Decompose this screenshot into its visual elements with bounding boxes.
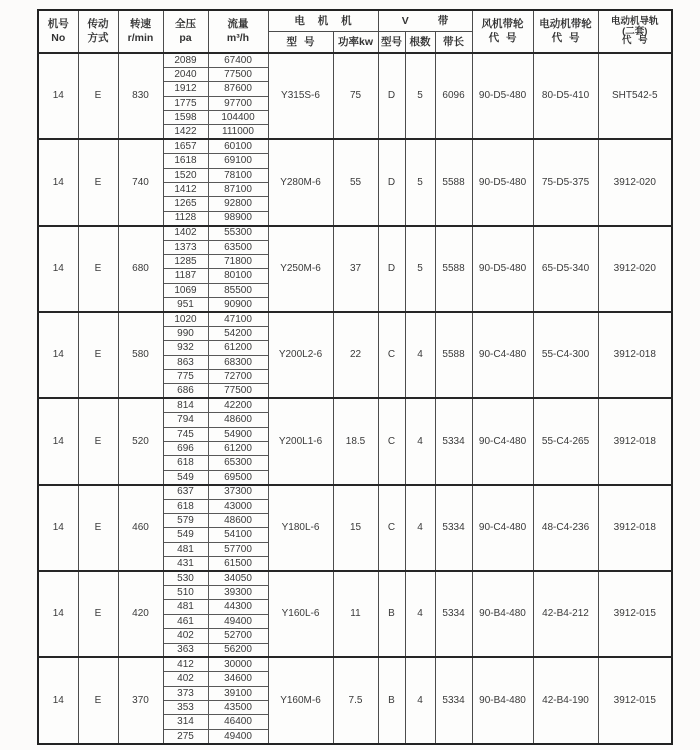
cell-flow: 71800 xyxy=(208,254,268,268)
header-fan-pulley-line2: 代 号 xyxy=(488,31,517,44)
header-motor-pulley-line1: 电动机带轮 xyxy=(539,18,592,31)
cell-fan-pulley: 90-B4-480 xyxy=(472,657,533,743)
header-drive-line2: 方式 xyxy=(87,31,109,44)
header-vbelt-group: V 带 xyxy=(378,10,472,32)
cell-speed: 580 xyxy=(118,312,163,398)
cell-flow: 63500 xyxy=(208,240,268,254)
header-pressure xyxy=(163,10,208,53)
table-row xyxy=(38,312,672,326)
cell-motor-pulley: 48-C4-236 xyxy=(533,485,598,571)
cell-pressure: 637 xyxy=(163,485,208,499)
cell-motor-model: Y280M-6 xyxy=(268,139,333,225)
cell-motor-power: 7.5 xyxy=(333,657,378,743)
header-flow-line2: m³/h xyxy=(226,31,250,44)
cell-drive: E xyxy=(78,571,118,657)
cell-drive: E xyxy=(78,398,118,484)
cell-pressure: 2089 xyxy=(163,53,208,67)
cell-flow: 104400 xyxy=(208,111,268,125)
cell-belt-length: 6096 xyxy=(435,53,472,139)
cell-flow: 78100 xyxy=(208,168,268,182)
header-belt-count: 根数 xyxy=(405,32,435,54)
cell-pressure: 932 xyxy=(163,341,208,355)
cell-rail: 3912-018 xyxy=(598,312,672,398)
cell-fan-pulley: 90-D5-480 xyxy=(472,226,533,312)
cell-machine-no: 14 xyxy=(38,139,78,225)
cell-belt-type: B xyxy=(378,571,405,657)
cell-flow: 44300 xyxy=(208,600,268,614)
cell-flow: 57700 xyxy=(208,542,268,556)
header-machine-no xyxy=(38,10,78,53)
cell-flow: 30000 xyxy=(208,657,268,671)
cell-pressure: 814 xyxy=(163,398,208,412)
cell-motor-model: Y250M-6 xyxy=(268,226,333,312)
cell-belt-type: D xyxy=(378,226,405,312)
cell-speed: 740 xyxy=(118,139,163,225)
cell-flow: 68300 xyxy=(208,355,268,369)
header-rail-line2: (二套) xyxy=(622,25,648,37)
cell-speed: 520 xyxy=(118,398,163,484)
cell-machine-no: 14 xyxy=(38,571,78,657)
cell-belt-length: 5334 xyxy=(435,571,472,657)
header-motor-pulley-line2: 代 号 xyxy=(551,31,580,44)
cell-pressure: 1265 xyxy=(163,197,208,211)
cell-flow: 43500 xyxy=(208,701,268,715)
cell-motor-model: Y315S-6 xyxy=(268,53,333,139)
cell-pressure: 951 xyxy=(163,298,208,312)
table-header xyxy=(38,10,672,53)
cell-flow: 43000 xyxy=(208,499,268,513)
cell-pressure: 461 xyxy=(163,614,208,628)
cell-flow: 97700 xyxy=(208,96,268,110)
cell-pressure: 510 xyxy=(163,585,208,599)
cell-flow: 85500 xyxy=(208,283,268,297)
cell-flow: 42200 xyxy=(208,398,268,412)
cell-fan-pulley: 90-D5-480 xyxy=(472,139,533,225)
cell-flow: 48600 xyxy=(208,514,268,528)
cell-speed: 830 xyxy=(118,53,163,139)
cell-pressure: 1285 xyxy=(163,254,208,268)
cell-belt-count: 5 xyxy=(405,226,435,312)
cell-belt-type: D xyxy=(378,53,405,139)
cell-pressure: 481 xyxy=(163,600,208,614)
cell-machine-no: 14 xyxy=(38,226,78,312)
cell-belt-length: 5588 xyxy=(435,139,472,225)
cell-flow: 69100 xyxy=(208,154,268,168)
cell-belt-length: 5588 xyxy=(435,312,472,398)
cell-machine-no: 14 xyxy=(38,53,78,139)
cell-flow: 77500 xyxy=(208,384,268,398)
cell-belt-type: C xyxy=(378,312,405,398)
header-pressure-line2: pa xyxy=(179,31,192,44)
cell-pressure: 1187 xyxy=(163,269,208,283)
cell-pressure: 686 xyxy=(163,384,208,398)
cell-motor-model: Y160M-6 xyxy=(268,657,333,743)
cell-rail: 3912-018 xyxy=(598,485,672,571)
cell-flow: 52700 xyxy=(208,629,268,643)
cell-drive: E xyxy=(78,312,118,398)
cell-pressure: 431 xyxy=(163,557,208,571)
cell-belt-count: 4 xyxy=(405,485,435,571)
header-rail-line1: 电动机导轨 xyxy=(611,15,659,27)
cell-flow: 69500 xyxy=(208,470,268,484)
cell-motor-pulley: 42-B4-190 xyxy=(533,657,598,743)
cell-pressure: 1422 xyxy=(163,125,208,139)
cell-pressure: 530 xyxy=(163,571,208,585)
header-belt-length: 带长 xyxy=(435,32,472,54)
cell-flow: 87100 xyxy=(208,183,268,197)
cell-drive: E xyxy=(78,139,118,225)
header-machine-no-line2: No xyxy=(51,31,66,44)
cell-pressure: 314 xyxy=(163,715,208,729)
header-belt-model: 型号 xyxy=(378,32,405,54)
cell-machine-no: 14 xyxy=(38,657,78,743)
cell-pressure: 1128 xyxy=(163,211,208,225)
cell-motor-pulley: 65-D5-340 xyxy=(533,226,598,312)
cell-speed: 420 xyxy=(118,571,163,657)
cell-flow: 34050 xyxy=(208,571,268,585)
header-drive-line1: 传动 xyxy=(87,18,109,31)
cell-motor-power: 11 xyxy=(333,571,378,657)
cell-pressure: 1520 xyxy=(163,168,208,182)
cell-rail: 3912-020 xyxy=(598,226,672,312)
header-motor-power: 功率kw xyxy=(333,32,378,54)
cell-flow: 49400 xyxy=(208,614,268,628)
cell-motor-model: Y180L-6 xyxy=(268,485,333,571)
cell-rail: 3912-015 xyxy=(598,657,672,743)
cell-flow: 34600 xyxy=(208,672,268,686)
cell-belt-count: 4 xyxy=(405,657,435,743)
cell-machine-no: 14 xyxy=(38,485,78,571)
header-flow-line1: 流量 xyxy=(227,18,249,31)
cell-pressure: 1373 xyxy=(163,240,208,254)
header-speed-line2: r/min xyxy=(127,31,154,44)
cell-flow: 54900 xyxy=(208,427,268,441)
cell-belt-length: 5334 xyxy=(435,657,472,743)
header-fan-pulley-line1: 风机带轮 xyxy=(481,18,524,31)
cell-machine-no: 14 xyxy=(38,312,78,398)
cell-belt-count: 4 xyxy=(405,571,435,657)
cell-motor-power: 22 xyxy=(333,312,378,398)
cell-pressure: 775 xyxy=(163,370,208,384)
cell-flow: 54200 xyxy=(208,326,268,340)
cell-flow: 65300 xyxy=(208,456,268,470)
cell-motor-model: Y200L1-6 xyxy=(268,398,333,484)
cell-flow: 56200 xyxy=(208,643,268,657)
header-rail-line3: 代 号 xyxy=(621,35,648,47)
cell-flow: 111000 xyxy=(208,125,268,139)
table-row xyxy=(38,139,672,153)
cell-belt-type: B xyxy=(378,657,405,743)
cell-motor-pulley: 80-D5-410 xyxy=(533,53,598,139)
table-row xyxy=(38,53,672,67)
header-drive xyxy=(78,10,118,53)
cell-rail: 3912-018 xyxy=(598,398,672,484)
cell-flow: 49400 xyxy=(208,729,268,743)
cell-fan-pulley: 90-D5-480 xyxy=(472,53,533,139)
cell-flow: 77500 xyxy=(208,67,268,81)
cell-flow: 48600 xyxy=(208,413,268,427)
cell-flow: 98900 xyxy=(208,211,268,225)
cell-flow: 67400 xyxy=(208,53,268,67)
cell-pressure: 1069 xyxy=(163,283,208,297)
cell-pressure: 1598 xyxy=(163,111,208,125)
cell-pressure: 2040 xyxy=(163,67,208,81)
cell-pressure: 745 xyxy=(163,427,208,441)
cell-motor-power: 55 xyxy=(333,139,378,225)
cell-pressure: 1402 xyxy=(163,226,208,240)
cell-fan-pulley: 90-C4-480 xyxy=(472,312,533,398)
cell-motor-power: 18.5 xyxy=(333,398,378,484)
cell-pressure: 402 xyxy=(163,629,208,643)
cell-flow: 54100 xyxy=(208,528,268,542)
cell-speed: 370 xyxy=(118,657,163,743)
cell-motor-model: Y200L2-6 xyxy=(268,312,333,398)
table-row xyxy=(38,485,672,499)
cell-pressure: 579 xyxy=(163,514,208,528)
cell-pressure: 549 xyxy=(163,528,208,542)
header-flow xyxy=(208,10,268,53)
cell-drive: E xyxy=(78,53,118,139)
table-row xyxy=(38,398,672,412)
cell-pressure: 1618 xyxy=(163,154,208,168)
cell-pressure: 363 xyxy=(163,643,208,657)
cell-pressure: 549 xyxy=(163,470,208,484)
table-row xyxy=(38,571,672,585)
cell-flow: 87600 xyxy=(208,82,268,96)
cell-flow: 80100 xyxy=(208,269,268,283)
table-row xyxy=(38,657,672,671)
cell-flow: 61200 xyxy=(208,341,268,355)
cell-belt-length: 5334 xyxy=(435,485,472,571)
cell-belt-type: C xyxy=(378,398,405,484)
cell-flow: 92800 xyxy=(208,197,268,211)
cell-flow: 61200 xyxy=(208,442,268,456)
cell-belt-count: 4 xyxy=(405,398,435,484)
cell-motor-power: 15 xyxy=(333,485,378,571)
cell-belt-length: 5334 xyxy=(435,398,472,484)
cell-rail: SHT542-5 xyxy=(598,53,672,139)
cell-flow: 72700 xyxy=(208,370,268,384)
cell-pressure: 794 xyxy=(163,413,208,427)
cell-pressure: 373 xyxy=(163,686,208,700)
cell-belt-count: 4 xyxy=(405,312,435,398)
cell-pressure: 1020 xyxy=(163,312,208,326)
cell-flow: 39100 xyxy=(208,686,268,700)
cell-motor-pulley: 55-C4-300 xyxy=(533,312,598,398)
cell-flow: 61500 xyxy=(208,557,268,571)
cell-pressure: 412 xyxy=(163,657,208,671)
table-row xyxy=(38,226,672,240)
cell-motor-power: 37 xyxy=(333,226,378,312)
cell-flow: 55300 xyxy=(208,226,268,240)
header-pressure-line1: 全压 xyxy=(175,18,196,31)
cell-flow: 39300 xyxy=(208,585,268,599)
cell-pressure: 696 xyxy=(163,442,208,456)
cell-motor-pulley: 75-D5-375 xyxy=(533,139,598,225)
fan-spec-table xyxy=(37,9,673,745)
cell-drive: E xyxy=(78,226,118,312)
cell-pressure: 1412 xyxy=(163,183,208,197)
cell-drive: E xyxy=(78,657,118,743)
cell-rail: 3912-020 xyxy=(598,139,672,225)
cell-pressure: 275 xyxy=(163,729,208,743)
cell-speed: 680 xyxy=(118,226,163,312)
cell-drive: E xyxy=(78,485,118,571)
cell-flow: 47100 xyxy=(208,312,268,326)
header-motor-model: 型 号 xyxy=(268,32,333,54)
cell-motor-model: Y160L-6 xyxy=(268,571,333,657)
cell-flow: 37300 xyxy=(208,485,268,499)
cell-flow: 60100 xyxy=(208,139,268,153)
cell-pressure: 353 xyxy=(163,701,208,715)
header-machine-no-line1: 机号 xyxy=(47,18,69,31)
cell-flow: 46400 xyxy=(208,715,268,729)
header-rail xyxy=(598,10,672,53)
cell-pressure: 1775 xyxy=(163,96,208,110)
cell-belt-type: D xyxy=(378,139,405,225)
cell-pressure: 863 xyxy=(163,355,208,369)
cell-pressure: 618 xyxy=(163,499,208,513)
cell-belt-count: 5 xyxy=(405,139,435,225)
cell-pressure: 481 xyxy=(163,542,208,556)
header-fan-pulley xyxy=(472,10,533,53)
cell-fan-pulley: 90-C4-480 xyxy=(472,485,533,571)
cell-belt-type: C xyxy=(378,485,405,571)
cell-flow: 90900 xyxy=(208,298,268,312)
header-motor-group: 电 机 机 xyxy=(268,10,378,32)
cell-motor-pulley: 42-B4-212 xyxy=(533,571,598,657)
cell-pressure: 990 xyxy=(163,326,208,340)
cell-belt-count: 5 xyxy=(405,53,435,139)
cell-machine-no: 14 xyxy=(38,398,78,484)
cell-pressure: 618 xyxy=(163,456,208,470)
cell-pressure: 1912 xyxy=(163,82,208,96)
cell-rail: 3912-015 xyxy=(598,571,672,657)
table-body xyxy=(38,53,672,744)
cell-pressure: 1657 xyxy=(163,139,208,153)
cell-motor-power: 75 xyxy=(333,53,378,139)
header-speed-line1: 转速 xyxy=(130,18,151,31)
cell-fan-pulley: 90-B4-480 xyxy=(472,571,533,657)
cell-pressure: 402 xyxy=(163,672,208,686)
cell-fan-pulley: 90-C4-480 xyxy=(472,398,533,484)
header-motor-pulley xyxy=(533,10,598,53)
cell-belt-length: 5588 xyxy=(435,226,472,312)
header-speed xyxy=(118,10,163,53)
cell-speed: 460 xyxy=(118,485,163,571)
cell-motor-pulley: 55-C4-265 xyxy=(533,398,598,484)
